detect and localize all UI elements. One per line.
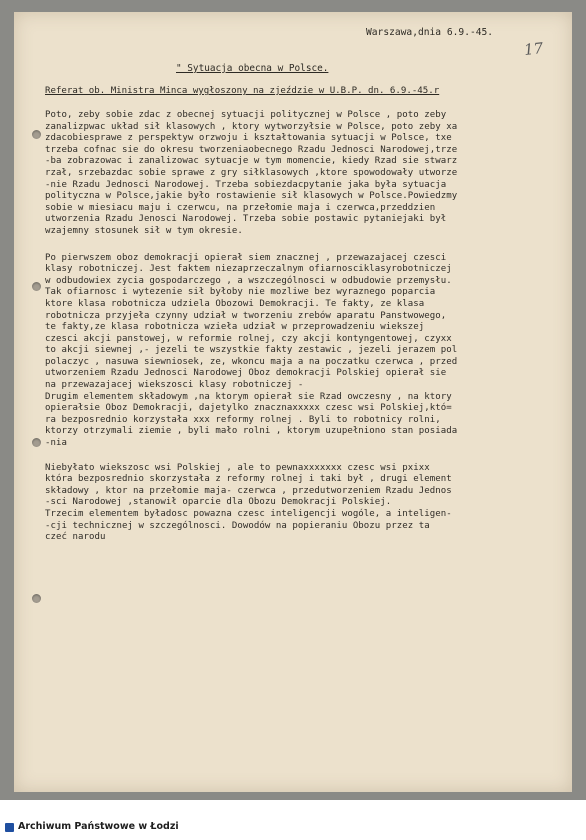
text-line: -ba zobrazowac i zanalizowac sytuacje w tym momencie, kiedy Rzad sie stwarz xyxy=(45,156,458,167)
text-line: trzeba cofnac sie do okresu tworzeniaobecnego Rzadu Jednosci Narodowej,trze xyxy=(45,144,458,155)
text-line: te fakty,ze klasa robotnicza wzieła udział w przeprowadzeniu wiekszej xyxy=(45,322,425,333)
text-line: Drugim elementem składowym ,na ktorym opierał sie Rzad owczesny , na ktory xyxy=(45,391,452,402)
text-line: która bezposrednio skorzystała z reformy rolnej i taki był , drugi element xyxy=(45,474,452,485)
text-line: -cji technicznej w szczególnosci. Dowodów na popieraniu Obozu przez ta xyxy=(45,520,430,531)
text-line: Trzecim elementem byładosc powazna czesc inteligencji wogóle, a inteligen- xyxy=(45,509,452,519)
text-line: składowy , ktor na przełomie maja- czerwca , przedutworzeniem Rzadu Jednos xyxy=(45,485,452,496)
text-line: rzał, srzebazdac sobie sprawe z gry siłklasowych ,ktore spowodowały utworze xyxy=(45,167,458,178)
text-line: klasy robotniczej. Jest faktem niezaprzeczalnym ofiarnosciklasyrobotniczej xyxy=(45,264,452,275)
text-line: robotnicza przyjeła czynny udział w tworzeniu zrebów aparatu Panstwowego, xyxy=(45,310,447,321)
text-line: -sci Narodowej ,stanowił oparcie dla Obozu Demokracji Polskiej. xyxy=(45,497,392,508)
paragraph-3 xyxy=(45,463,565,544)
text-line: ktorzy otrzymali ziemie , byli mało rolni , ktorym uzupełniono stan posiada xyxy=(45,426,458,437)
punch-hole xyxy=(32,594,41,603)
text-line: polaczyc , nasuwa siewniosek, ze, wkoncu maja a na poczatku czerwca , przed xyxy=(45,356,458,367)
text-line: czeć narodu xyxy=(45,532,106,543)
text-line: ra bezposrednio korzystała xxx reformy rolnej . Byli to robotnicy rolni, xyxy=(45,414,441,425)
archive-name: Archiwum Państwowe w Łodzi xyxy=(18,821,179,832)
text-line: -nia xyxy=(45,438,67,449)
paragraph-2 xyxy=(45,253,565,450)
text-line: Niebyłato wiekszosc wsi Polskiej , ale to pewnaxxxxxxx czesc wsi pxixx xyxy=(45,462,430,473)
text-line: Poto, zeby sobie zdac z obecnej sytuacji politycznej w Polsce , poto zeby xyxy=(45,110,447,120)
document-subtitle: Referat ob. Ministra Minca wygłoszony na zjeździe w U.B.P. dn. 6.9.-45.r xyxy=(45,86,440,96)
punch-hole xyxy=(32,282,41,291)
text-line: utworzeniem Rzadu Jednosci Narodowej Oboz demokracji Polskiej opierał sie xyxy=(45,368,447,379)
paragraph-1 xyxy=(45,110,565,238)
text-line: ktore klasa robotnicza udziela Obozowi Demokracji. Te fakty, ze klasa xyxy=(45,298,425,309)
folio-number: 17 xyxy=(523,39,544,59)
text-line: utworzenia Rzadu Jenosci Narodowej. Trzeba sobie postawic pytaniejaki był xyxy=(45,214,447,225)
text-line: czesci akcji panstowej, w reformie rolnej, czy akcji kontyngentowej, czyxx xyxy=(45,333,452,344)
text-line: opierałsie Oboz Demokracji, dajetylko znacznaxxxxx czesc wsi Polskiej,któ= xyxy=(45,403,452,414)
text-line: -nie Rzadu Jednosci Narodowej. Trzeba sobiezdacpytanie jaka była sytuacja xyxy=(45,179,447,190)
text-line: zdacobiesprawe z perspektyw orzwoju i kształtowania sytuacji w Polsce, txe xyxy=(45,133,452,144)
text-line: Tak ofiarnosc i wytezenie sił byłoby nie mozliwe bez wyraznego poparcia xyxy=(45,287,436,298)
text-line: wzajemny stosunek sił w tym okresie. xyxy=(45,225,243,236)
text-line: na przewazajacej wiekszosci klasy robotniczej - xyxy=(45,380,304,391)
document-body xyxy=(45,110,565,559)
text-line: polityczna w Polsce,jakie było rostawienie sił klasowych w Polsce.Powiedzmy xyxy=(45,191,458,202)
date-line: Warszawa,dnia 6.9.-45. xyxy=(366,27,494,38)
punch-hole xyxy=(32,438,41,447)
text-line: w odbudowiex zycia gospodarczego , a wszczególnosci w odbudowie przemysłu. xyxy=(45,275,452,286)
archive-logo-icon xyxy=(5,823,14,832)
punch-hole xyxy=(32,130,41,139)
archive-footer xyxy=(0,800,586,840)
text-line: zanalizpwac układ sił klasowych , ktory wytworzyłsie w Polsce, poto zeby xa xyxy=(45,121,458,132)
text-line: to akcji siewnej ,- jezeli te wszystkie fakty zestawic , jezeli jerazem pol xyxy=(45,345,458,356)
text-line: sobie w miesiacu maju i czerwcu, na przełomie maja i czerwca,przeddzien xyxy=(45,202,436,213)
text-line: Po pierwszem oboz demokracji opierał siem znacznej , przewazajacej czesci xyxy=(45,252,447,263)
document-title: " Sytuacja obecna w Polsce. xyxy=(176,63,329,74)
